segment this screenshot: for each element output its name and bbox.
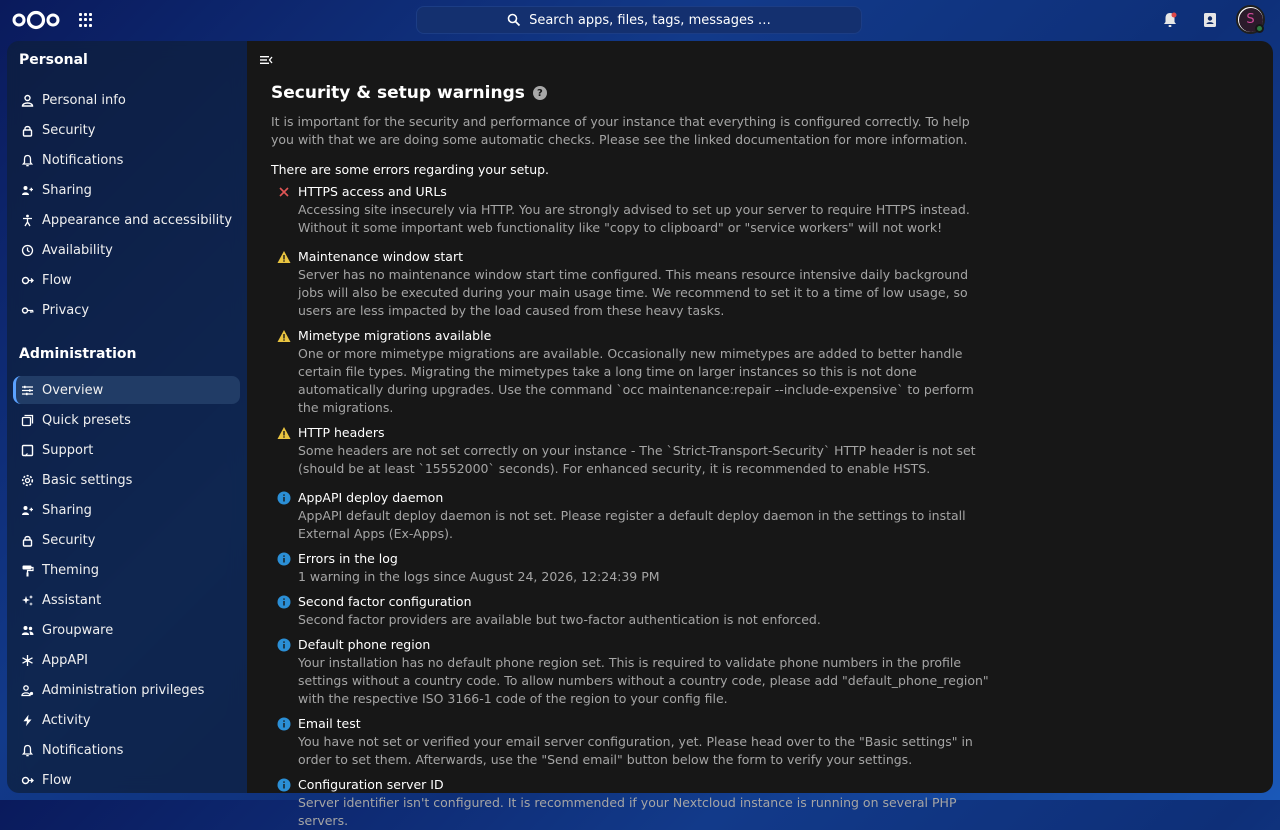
sparkle-icon [21, 594, 34, 607]
paint-icon [21, 564, 34, 577]
nav-item-label: AppAPI [42, 652, 88, 668]
nav-item-label: Quick presets [42, 412, 131, 428]
person-icon [21, 94, 34, 107]
admin-icon [21, 684, 34, 697]
nav-item-label: Notifications [42, 742, 124, 758]
warning-title: HTTPS access and URLs [298, 184, 447, 199]
search-placeholder: Search apps, files, tags, messages … [529, 12, 771, 28]
setup-warning-item [271, 593, 991, 629]
nav-item-label: Sharing [42, 502, 92, 518]
administration-nav-list [7, 376, 247, 794]
main-content [247, 41, 1273, 828]
warnings-list [271, 183, 991, 830]
unified-search-bar[interactable] [416, 6, 862, 34]
administration-section-title: Administration [19, 346, 137, 362]
warning-title: AppAPI deploy daemon [298, 490, 444, 505]
tune-icon [21, 384, 34, 397]
toggle-navigation-icon[interactable] [259, 53, 273, 67]
warning-title: Default phone region [298, 637, 431, 652]
setup-warning-item [271, 636, 991, 708]
setup-warning-item [271, 183, 991, 237]
gear-icon [21, 474, 34, 487]
admin-nav-item-support[interactable] [13, 436, 240, 464]
warning-description: Accessing site insecurely via HTTP. You are strongly advised to set up your server to require HTTPS instead. Without it some important web functionality like "copy to clipboard" or "service workers" will not work! [298, 202, 970, 235]
warning-title: Email test [298, 716, 361, 731]
group-icon [21, 624, 34, 637]
personal-nav-item-flow[interactable] [13, 266, 240, 294]
flow-icon [21, 274, 34, 287]
admin-nav-item-security[interactable] [13, 526, 240, 554]
admin-nav-item-quick-presets[interactable] [13, 406, 240, 434]
personal-nav-item-privacy[interactable] [13, 296, 240, 324]
warning-description: One or more mimetype migrations are available. Occasionally new mimetypes are added to better handle certain file types. Migrating the mimetypes take a long time on larger instances so this is not done automatically during upgrades. Use the command `occ maintenance:repair --include-expensive` to perform the migrations. [298, 346, 974, 415]
admin-nav-item-flow[interactable] [13, 766, 240, 794]
accessibility-icon [21, 214, 34, 227]
online-status-indicator [1255, 24, 1264, 33]
key-icon [21, 304, 34, 317]
admin-nav-item-overview[interactable] [13, 376, 240, 404]
warning-title: Errors in the log [298, 551, 398, 566]
nav-item-label: Support [42, 442, 94, 458]
warning-description: AppAPI default deploy daemon is not set. Please register a default deploy daemon in the settings to install External Apps (Ex-Apps). [298, 508, 966, 541]
api-icon [21, 654, 34, 667]
personal-nav-item-availability[interactable] [13, 236, 240, 264]
avatar-initial: S [1239, 8, 1263, 32]
help-icon[interactable]: ? [533, 86, 547, 100]
nav-item-label: Availability [42, 242, 113, 258]
user-avatar[interactable] [1236, 5, 1265, 34]
nav-item-label: Assistant [42, 592, 102, 608]
personal-section-title: Personal [19, 52, 88, 68]
nav-item-label: Notifications [42, 152, 124, 168]
errors-heading: There are some errors regarding your setup. [271, 162, 550, 177]
nav-item-label: Theming [42, 562, 99, 578]
support-icon [21, 444, 34, 457]
admin-nav-item-sharing[interactable] [13, 496, 240, 524]
nav-item-label: Flow [42, 772, 72, 788]
nav-item-label: Personal info [42, 92, 126, 108]
warning-title: Mimetype migrations available [298, 328, 492, 343]
personal-nav-item-notifications[interactable] [13, 146, 240, 174]
nav-item-label: Activity [42, 712, 91, 728]
lock-icon [21, 124, 34, 137]
bell-icon [21, 744, 34, 757]
nav-item-label: Overview [42, 382, 104, 398]
warning-title: Configuration server ID [298, 777, 444, 792]
search-icon [507, 13, 521, 27]
nav-item-label: Administration privileges [42, 682, 205, 698]
nav-item-label: Flow [42, 272, 72, 288]
warning-description: Some headers are not set correctly on your instance - The `Strict-Transport-Security` HTTP header is not set (should be at least `15552000` seconds). For enhanced security, it is recommended to enable HSTS. [298, 443, 976, 476]
contacts-icon[interactable] [1200, 10, 1220, 30]
setup-warning-item [271, 550, 991, 586]
share-icon [21, 504, 34, 517]
intro-text: It is important for the security and performance of your instance that everything is configured correctly. To help you with that we are doing some automatic checks. Please see the linked documentation for more information. [271, 114, 970, 147]
setup-warning-item [271, 715, 991, 769]
admin-nav-item-notifications[interactable] [13, 736, 240, 764]
flow-icon [21, 774, 34, 787]
presets-icon [21, 414, 34, 427]
warning-description: 1 warning in the logs since August 24, 2026, 12:24:39 PM [298, 569, 660, 584]
admin-nav-item-activity[interactable] [13, 706, 240, 734]
warning-description: You have not set or verified your email server configuration, yet. Please head over to the "Basic settings" in order to set them. Afterwards, use the "Send email" button below the form to verify your settings. [298, 734, 973, 767]
personal-nav-item-security[interactable] [13, 116, 240, 144]
admin-nav-item-theming[interactable] [13, 556, 240, 584]
warning-title: Second factor configuration [298, 594, 472, 609]
nextcloud-logo-icon[interactable] [10, 8, 62, 32]
warning-title: Maintenance window start [298, 249, 463, 264]
nav-item-label: Privacy [42, 302, 90, 318]
share-icon [21, 184, 34, 197]
lightning-icon [21, 714, 34, 727]
settings-sidebar [7, 41, 247, 793]
top-header [0, 0, 1280, 40]
nav-item-label: Basic settings [42, 472, 133, 488]
setup-warning-item [271, 424, 991, 478]
nav-item-label: Sharing [42, 182, 92, 198]
page-title [271, 81, 991, 105]
lock-icon [21, 534, 34, 547]
clock-icon [21, 244, 34, 257]
page-title-text: Security & setup warnings [271, 83, 525, 103]
nav-item-label: Groupware [42, 622, 114, 638]
setup-warning-item [271, 248, 991, 320]
admin-nav-item-basic-settings[interactable] [13, 466, 240, 494]
admin-nav-item-administration-privileges[interactable] [13, 676, 240, 704]
setup-warning-item [271, 776, 991, 830]
personal-nav-list [7, 86, 247, 324]
admin-nav-item-assistant[interactable] [13, 586, 240, 614]
security-warnings-section [271, 81, 991, 830]
notifications-bell-icon[interactable] [1160, 10, 1180, 30]
warning-title: HTTP headers [298, 425, 385, 440]
warning-description: Server identifier isn't configured. It is recommended if your Nextcloud instance is running on several PHP servers. [298, 795, 957, 828]
personal-nav-item-personal-info[interactable] [13, 86, 240, 114]
warning-description: Second factor providers are available but two-factor authentication is not enforced. [298, 612, 821, 627]
nav-item-label: Appearance and accessibility [42, 212, 233, 228]
setup-warning-item [271, 489, 991, 543]
personal-nav-item-appearance-and-accessibility[interactable] [13, 206, 240, 234]
nav-item-label: Security [42, 532, 96, 548]
warning-description: Your installation has no default phone region set. This is required to validate phone numbers in the profile settings without a country code. To allow numbers without a country code, please add "default_phone_region" with the respective ISO 3166-1 code of the region to your config file. [298, 655, 989, 706]
bell-icon [21, 154, 34, 167]
setup-warning-item [271, 327, 991, 417]
nav-item-label: Security [42, 122, 96, 138]
app-menu-icon[interactable] [76, 10, 96, 30]
admin-nav-item-appapi[interactable] [13, 646, 240, 674]
admin-nav-item-groupware[interactable] [13, 616, 240, 644]
personal-nav-item-sharing[interactable] [13, 176, 240, 204]
warning-description: Server has no maintenance window start time configured. This means resource intensive daily background jobs will also be executed during your main usage time. We recommend to set it to a time of low usage, so users are less impacted by the load caused from these heavy tasks. [298, 267, 969, 318]
